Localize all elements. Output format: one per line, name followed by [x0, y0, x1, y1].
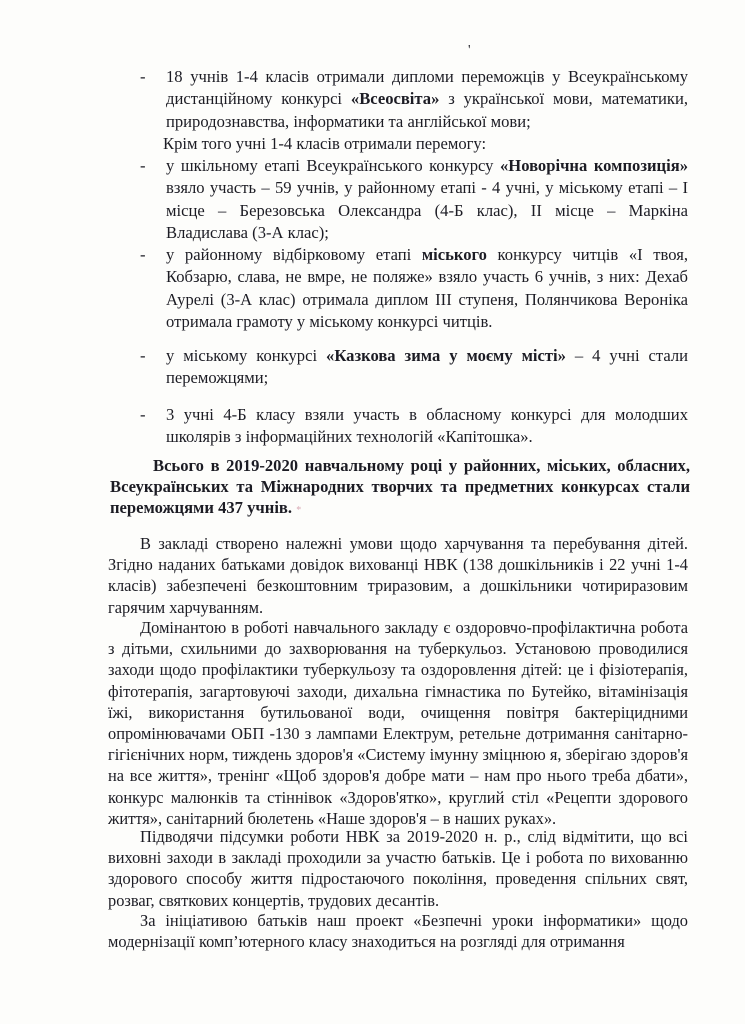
body-paragraph: За ініціативою батьків наш проект «Безпечні уроки інформатики» щодо модернізації комп’ютерного класу знаходиться на розгляді для отримання	[108, 911, 688, 952]
list-item-text: у шкільному етапі Всеукраїнського конкурсу «Новорічна композиція» взяло участь – 59 учнів, у районному етапі - 4 учні, у міському етапі – І місце – Березовська Олександра (4-Б клас), ІІ місце – Маркіна Владислава (3-А клас);	[166, 156, 689, 243]
body-paragraph: В закладі створено належні умови щодо харчування та перебування дітей. Згідно наданих батьками довідок вихованці НВК (138 дошкільників і 22 учні 1-4 класів) забезпечені безкоштовним триразовим, а дошкільники чотириразовим гарячим харчуванням.	[108, 534, 688, 617]
body-paragraph: Підводячи підсумки роботи НВК за 2019-2020 н. р., слід відмітити, що всі виховні заходи в закладі проходили за участю батьків. Це і робота по вихованню здорового способу життя підростаючого покоління, проведення спільних свят, розваг, святкових концертів, трудових десантів.	[108, 827, 688, 910]
list-item	[140, 244, 688, 334]
summary-paragraph: Всього в 2019-2020 навчальному році у районних, міських, обласних, Всеукраїнських та Міжнародних творчих та предметних конкурсах стали переможцями 437 учнів. *	[110, 456, 690, 517]
list-item	[140, 66, 688, 133]
also-line: Крім того учні 1-4 класів отримали перемогу:	[163, 134, 487, 153]
list-item-text: 18 учнів 1-4 класів отримали дипломи переможців у Всеукраїнському дистанційному конкурсі «Всеосвіта» з української мови, математики, природознавства, інформатики та англійської мови;	[166, 67, 688, 131]
body-paragraph: Домінантою в роботі навчального закладу є оздоровчо-профілактична робота з дітьми, схильними до захворювання на туберкульоз. Установою проводилися заходи щодо профілактики туберкульозу та оздоровлення дітей: це і фізіотерапія, фітотерапія, загартовуючі заходи, дихальна гімнастика по Бутейко, вітамінізація їжі, використання бутильованої води, очищення повітря бактеріцидними опромінювачами ОБП -130 з лампами Електрум, ретельне дотримання санітарно-гігієнічних норм, тиждень здоров'я «Систему імунну змiцнюю я, зберігаю здоров'я на все життя», тренінг «Щоб здоров'я добре мати – нам про нього треба дбати», конкурс малюнків та стіннівок «Здоров'ятко», круглий стіл «Рецепти здорового життя», санітарний бюлетень «Наше здоров'я – в наших руках».	[108, 618, 688, 828]
list-item-text: у міському конкурсі «Казкова зима у моєму місті» – 4 учні стали переможцями;	[166, 346, 689, 388]
list-dash: -	[140, 67, 146, 86]
pen-mark: *	[296, 505, 302, 516]
list-item	[140, 404, 688, 449]
top-mark: '	[468, 43, 471, 58]
list-dash: -	[140, 245, 146, 264]
list-item-text: у районному відбірковому етапі міського конкурсу читців «І твоя, Кобзарю, слава, не вмре, не поляже» взяло участь 6 учнів, з них: Дехаб Аурелі (3-А клас) отримала диплом ІІІ ступеня, Полянчикова Вероніка отримала грамоту у міському конкурсі читців.	[166, 245, 689, 332]
list-dash: -	[140, 405, 146, 424]
list-dash: -	[140, 156, 146, 175]
list-item	[140, 345, 688, 390]
list-item	[140, 155, 688, 245]
list-dash: -	[140, 346, 146, 365]
list-item-text: 3 учні 4-Б класу взяли участь в обласному конкурсі для молодших школярів з інформаційних технологій «Капітошка».	[166, 405, 688, 447]
